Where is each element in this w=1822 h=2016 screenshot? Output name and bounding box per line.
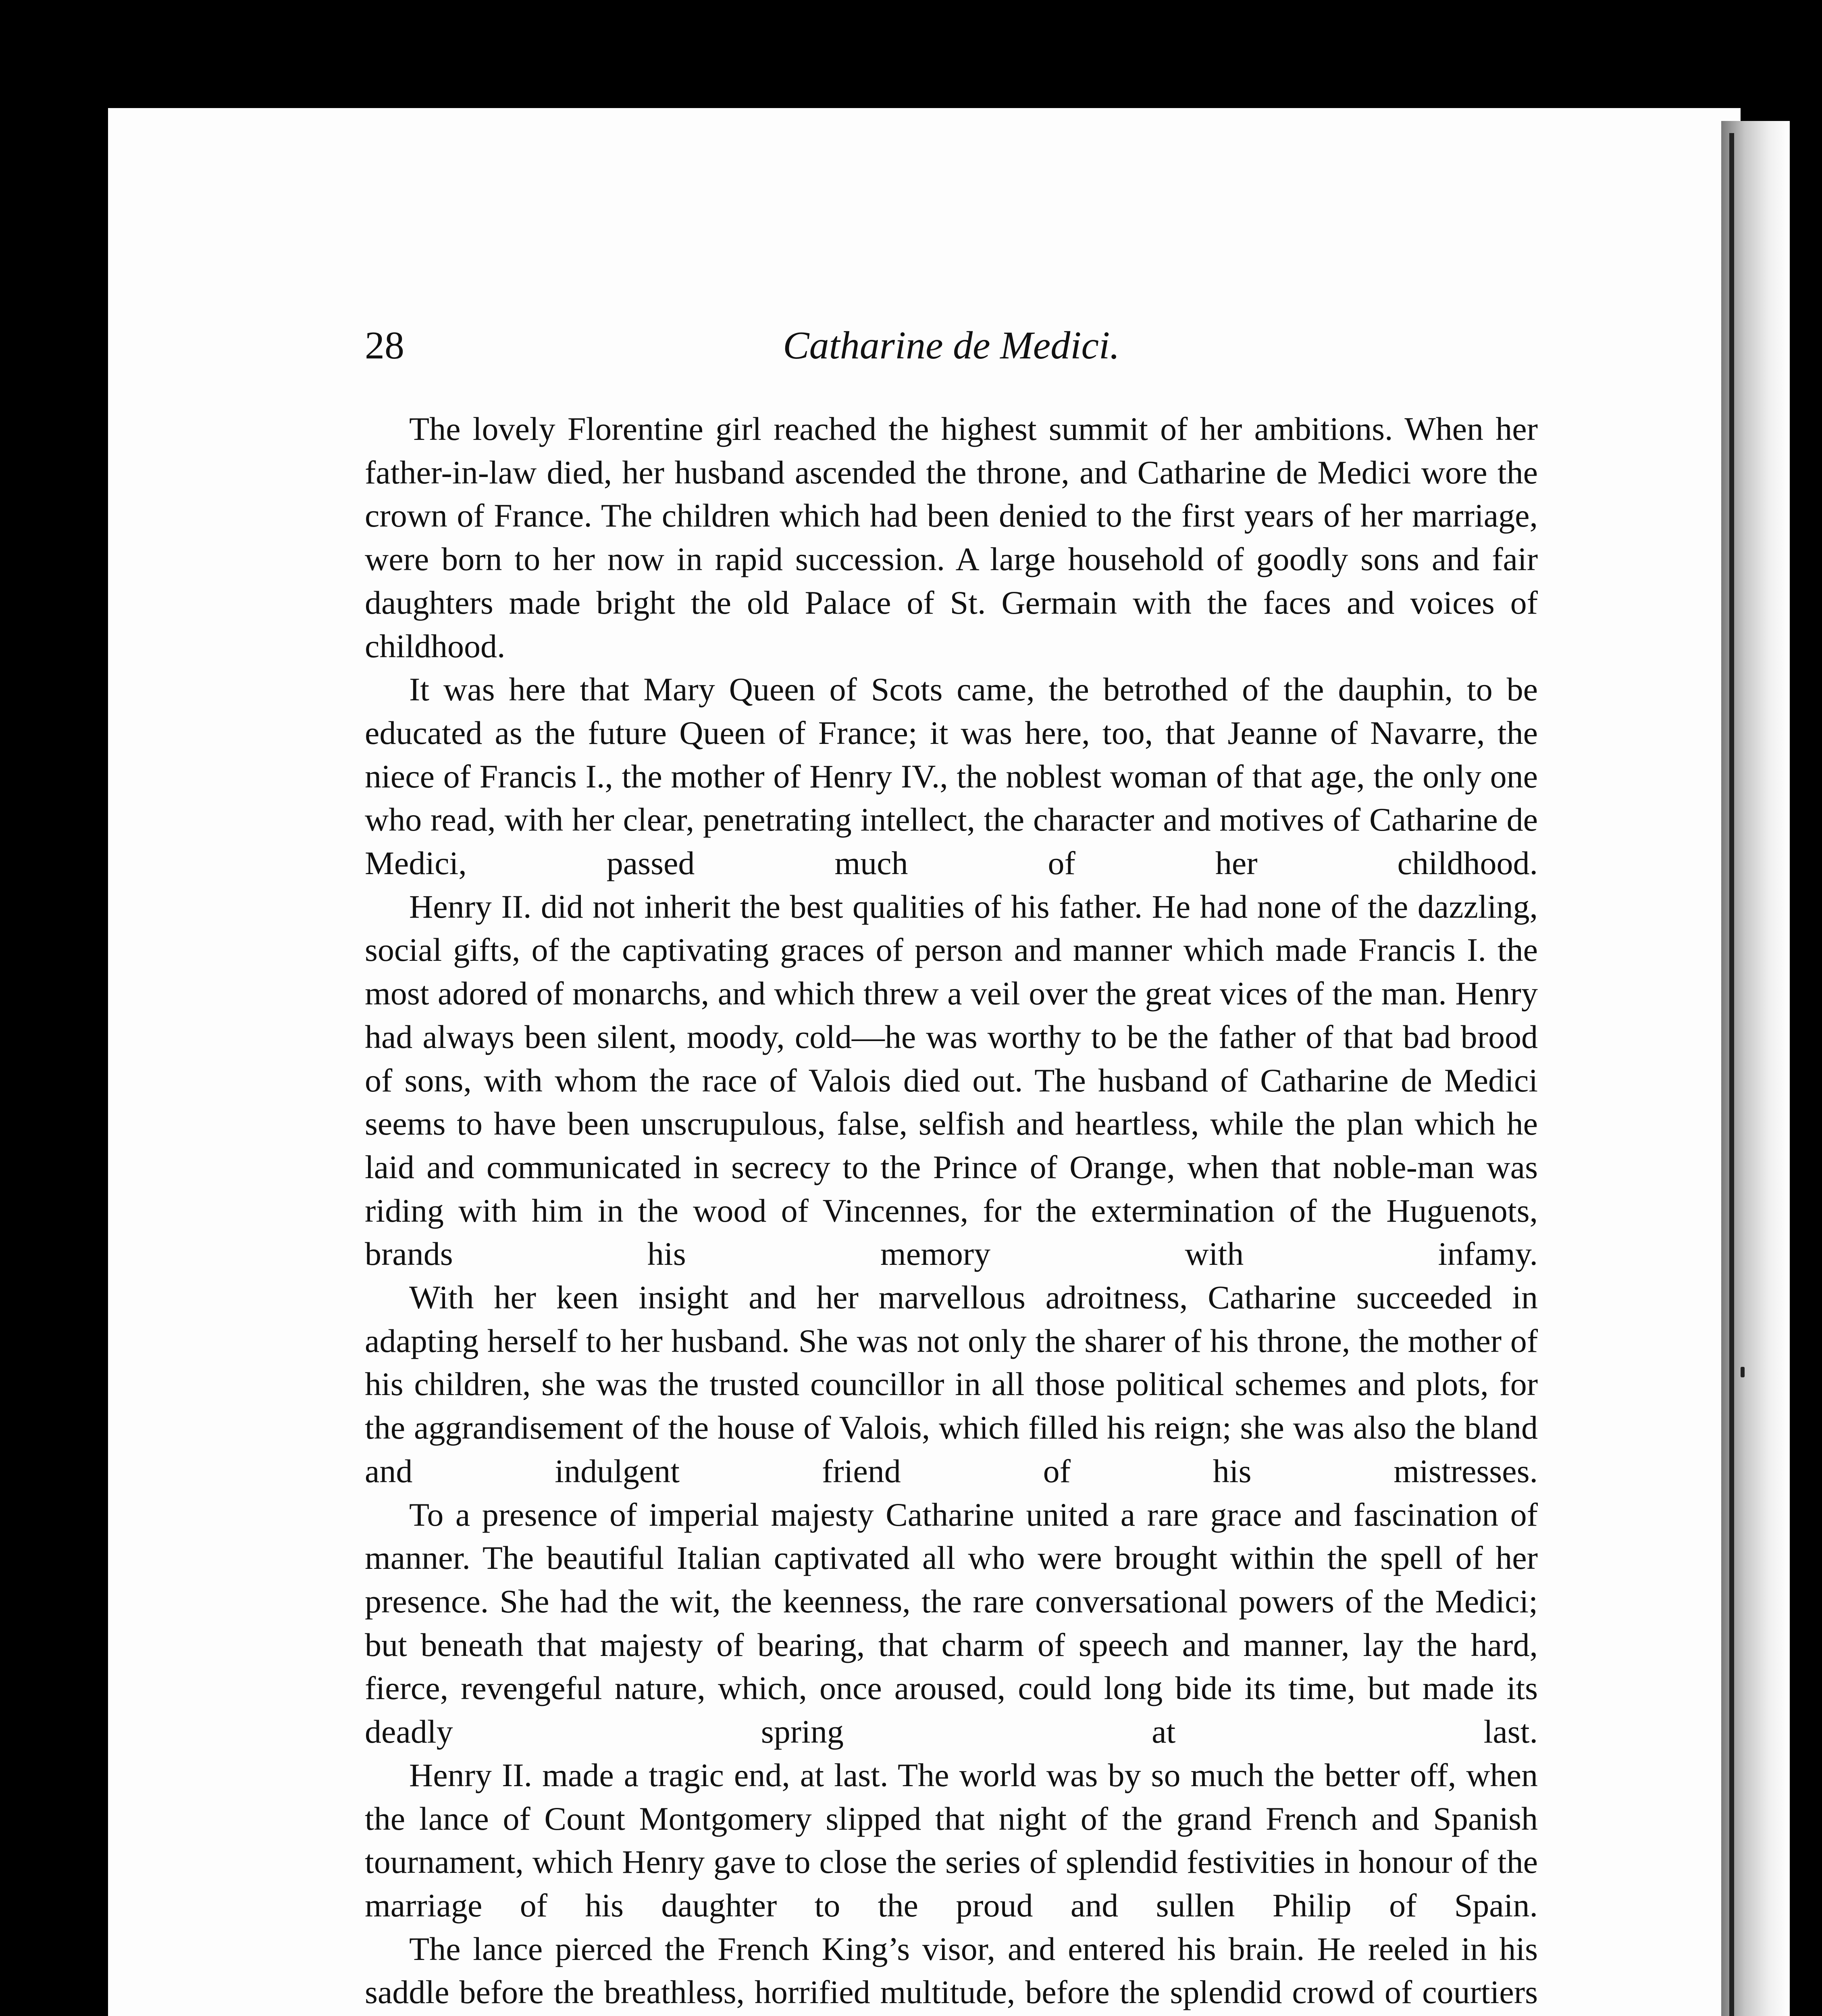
paragraph: It was here that Mary Queen of Scots came, the betrothed of the dauphin, to be educated as the future Queen of France; it was here, too, that Jeanne of Navarre, the niece of Francis I., the mother of Henry IV., the noblest woman of that age, the only one who read, with her clear, penetrating intellect, the character and motives of Catharine de Medici, passed much of her childhood. xyxy=(365,671,1538,882)
paragraph: To a presence of imperial majesty Catharine united a rare grace and fascination of manner. The beautiful Italian captivated all who were brought within the spell of her presence. She had the wit, the keenness, the rare conversational powers of the Medici; but beneath that majesty of bearing, that charm of speech and manner, lay the hard, fierce, revengeful nature, which, once aroused, could long bide its time, but made its deadly spring at last. xyxy=(365,1496,1538,1750)
paragraph: Henry II. made a tragic end, at last. The world was by so much the better off, when the lance of Count Montgomery slipped that night of the grand French and Spanish tournament, which Henry gave to close the series of splendid festivities in honour of the marriage of his daughter to the proud and sullen Philip of Spain. xyxy=(365,1756,1538,1924)
page-edge-shadow xyxy=(1729,133,1734,2016)
scan-speck xyxy=(1741,1367,1745,1377)
body-text xyxy=(365,407,1538,2016)
paragraph: The lance pierced the French King’s visor, and entered his brain. He reeled in his saddle before the breathless, horrified multitude, before the splendid crowd of courtiers xyxy=(365,1930,1538,2011)
paragraph: Henry II. did not inherit the best qualities of his father. He had none of the dazzling, social gifts, of the captivating graces of person and manner which made Francis I. the most adored of monarchs, and which threw a veil over the great vices of the man. Henry had always been silent, moody, cold—he was worthy to be the father of that bad brood of sons, with whom the race of Valois died out. The husband of Catharine de Medici seems to have been unscrupulous, false, selfish and heartless, while the plan which he laid and communicated in secrecy to the Prince of Orange, when that noble-man was riding with him in the wood of Vincennes, for the extermination of the Huguenots, brands his memory with infamy. xyxy=(365,888,1538,1272)
running-head xyxy=(365,319,1538,372)
page-number: 28 xyxy=(365,324,404,367)
paragraph: With her keen insight and her marvellous adroitness, Catharine succeeded in adapting herself to her husband. She was not only the sharer of his throne, the mother of his children, she was the trusted councillor in all those political schemes and plots, for the aggrandisement of the house of Valois, which filled his reign; she was also the bland and indulgent friend of his mistresses. xyxy=(365,1279,1538,1489)
running-title: Catharine de Medici. xyxy=(783,324,1120,367)
paragraph: The lovely Florentine girl reached the highest summit of her ambitions. When her father-in-law died, her husband ascended the throne, and Catharine de Medici wore the crown of France. The children which had been denied to the first years of her marriage, were born to her now in rapid succession. A large household of goodly sons and fair daughters made bright the old Palace of St. Germain with the faces and voices of childhood. xyxy=(365,410,1538,664)
